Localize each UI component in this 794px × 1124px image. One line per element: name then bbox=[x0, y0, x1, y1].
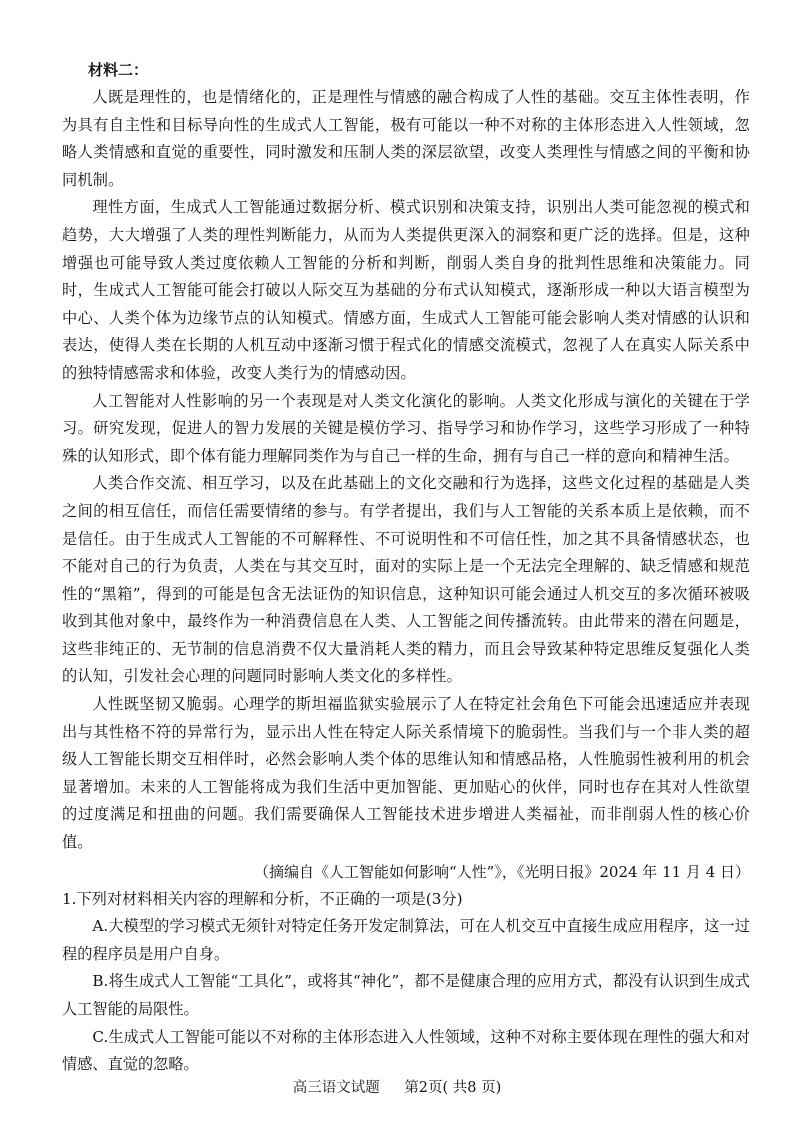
question-option-c: C.生成式人工智能可能以不对称的主体形态进入人性领域，这种不对称主要体现在理性的强大和对情感、直觉的忽略。 bbox=[62, 1027, 750, 1074]
footer-page-number: 第2页( 共8 页) bbox=[404, 1080, 502, 1096]
question-option-b: B.将生成式人工智能“工具化”，或将其“神化”，都不是健康合理的应用方式，都没有认识到生成式人工智能的局限性。 bbox=[62, 972, 750, 1018]
material-paragraph-2: 理性方面，生成式人工智能通过数据分析、模式识别和决策支持，识别出人类可能忽视的模式和趋势，大大增强了人类的理性判断能力，从而为人类提供更深入的洞察和更广泛的选择。但是，这种增强也可能导致人类过度依赖人工智能的分析和判断，削弱人类自身的批判性思维和决策能力。同时，生成式人工智能可能会打破以人际交互为基础的分布式认知模式，逐渐形成一种以大语言模型为中心、人类个体为边缘节点的认知模式。情感方面，生成式人工智能可能会影响人类对情感的认识和表达，使得人类在长期的人机互动中逐渐习惯于程式化的情感交流模式，忽视了人在真实人际关系中的独特情感需求和体验，改变人类行为的情感动因。 bbox=[62, 198, 750, 382]
question-stem: 1.下列对材料相关内容的理解和分析，不正确的一项是(3分) bbox=[62, 889, 463, 908]
material-paragraph-3: 人工智能对人性影响的另一个表现是对人类文化演化的影响。人类文化形成与演化的关键在于学习。研究发现，促进人的智力发展的关键是模仿学习、指导学习和协作学习，这些学习形成了一种特殊的认知形式，即个体有能力理解同类作为与自己一样的生命，拥有与自己一样的意向和精神生活。 bbox=[62, 391, 750, 465]
material-paragraph-4: 人类合作交流、相互学习，以及在此基础上的文化交融和行为选择，这些文化过程的基础是人类之间的相互信任，而信任需要情绪的参与。有学者提出，我们与人工智能的关系本质上是依赖，而不是信任。由于生成式人工智能的不可解释性、不可说明性和不可信任性，加之其不具备情感状态，也不能对自己的行为负责，人类在与其交互时，面对的实际上是一个无法完全理解的、缺乏情感和规范性的“黑箱”，得到的可能是包含无法证伪的知识信息，这种知识可能会通过人机交互的多次循环被吸收到其他对象中，最终作为一种消费信息在人类、人工智能之间传播流转。由此带来的潜在问题是，这些非纯正的、无节制的信息消费不仅大量消耗人类的精力，而且会导致某种特定思维反复强化人类的认知，引发社会心理的问题同时影响人类文化的多样性。 bbox=[62, 474, 750, 686]
material-paragraph-1: 人既是理性的，也是情绪化的，正是理性与情感的融合构成了人性的基础。交互主体性表明，作为具有自主性和目标导向性的生成式人工智能，极有可能以一种不对称的主体形态进入人性领域，忽略人类情感和直觉的重要性，同时激发和压制人类的深层欲望，改变人类理性与情感之间的平衡和协同机制。 bbox=[62, 88, 750, 189]
question-option-a: A.大模型的学习模式无须针对特定任务开发定制算法，可在人机交互中直接生成应用程序，这一过程的程序员是用户自身。 bbox=[62, 917, 750, 963]
material-source: （摘编自《人工智能如何影响“人性”》，《光明日报》2024 年 11 月 4 日） bbox=[254, 862, 750, 881]
material-paragraph-5: 人性既坚韧又脆弱。心理学的斯坦福监狱实验展示了人在特定社会角色下可能会迅速适应并表现出与其性格不符的异常行为，显示出人性在特定人际关系情境下的脆弱性。当我们与一个非人类的超级人工智能长期交互相伴时，必然会影响人类个体的思维认知和情感品格，人性脆弱性被利用的机会显著增加。未来的人工智能将成为我们生活中更加智能、更加贴心的伙伴，同时也存在其对人性欲望的过度满足和扭曲的问题。我们需要确保人工智能技术进步增进人类福祉，而非削弱人性的核心价值。 bbox=[62, 695, 750, 852]
footer-exam-title: 高三语文试题 bbox=[292, 1080, 380, 1096]
material-title: 材料二： bbox=[88, 61, 149, 79]
page-footer bbox=[0, 1078, 794, 1098]
